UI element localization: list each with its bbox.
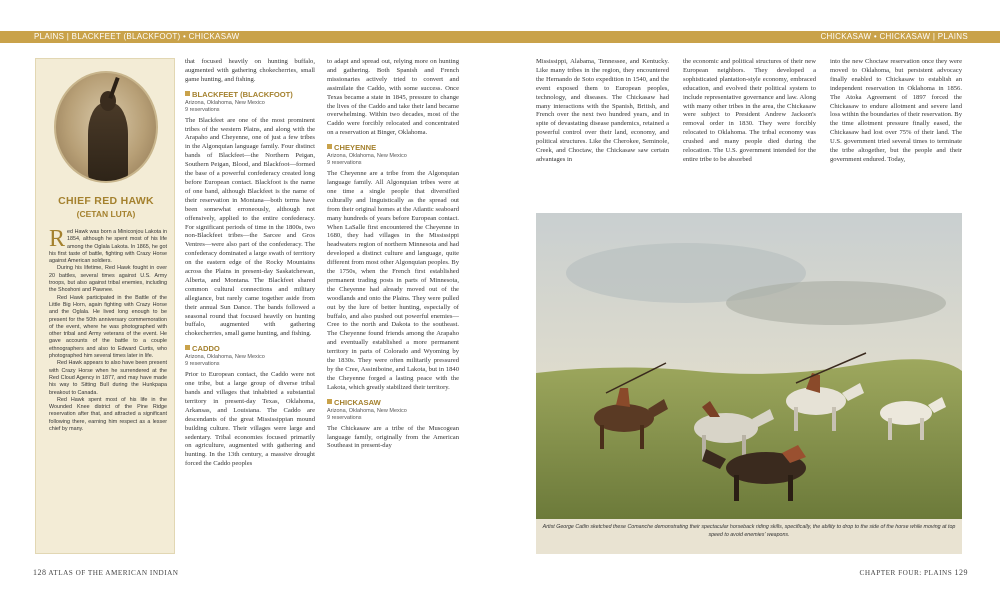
column-text: that focused heavily on hunting buffalo, augmented with gathering chokecherries, small game hunting, and fishing. bbox=[185, 58, 315, 83]
entry-meta-cheyenne: Arizona, Oklahoma, New Mexico 9 reservations bbox=[327, 153, 407, 167]
sidebar-title: CHIEF RED HAWK bbox=[58, 195, 154, 207]
entry-meta-blackfeet: Arizona, Oklahoma, New Mexico 9 reservations bbox=[185, 99, 265, 113]
column-text: Prior to European contact, the Caddo were not one tribe, but a large group of diverse tribal bands and villages that inhabited a substantial territory in present-day Texas, Oklahoma, Arkansas, and Louisiana. The Caddo are descendants of the great Mississippian mound building culture. Their villages were large and sedentary. Tribal economies focused primarily on agriculture, augmented with gathering and hunting. In the 13th century, a massive drought forced the Caddo peoples bbox=[185, 371, 315, 468]
painting-illustration bbox=[536, 213, 962, 519]
column-text: The Cheyenne are a tribe from the Algonquian language family. All Algonquian tribes were at one time a single people that diversified culturally and linguistically as the spread out from their original homes at the Atlantic seaboard many hundreds of years before European contact. When LaSalle first encountered the Cheyenne in 1680, they had villages in the Mississippi headwaters region of northern Minnesota and had developed a distinct culture and language, quite different from most other Algonquian peoples. By the 1750s, when the French first established permanent trading posts in parts of Minnesota, the Cheyenne had already moved out of the woodlands and onto the Plains. They were pulled out by the lure of better hunting, especially of buffalo, and also pushed out powerful enemies—Cree to the north and Dakota to the southeast. The Cheyenne found friends among the Arapaho and eventually established a more permanent territory in parts of Colorado and Wyoming by the 1830s. They were often militarily pressured by the Cree, Assiniboine, and Lakota, but in 1840 the Cheyenne forged a lasting peace with the Lakota, which greatly stabilized their territory. bbox=[327, 170, 459, 391]
column-text: into the new Choctaw reservation once they were moved to Oklahoma, but persistent advocacy finally enabled to Chickasaw to establish an independent reservation in Oklahoma in 1856. The Atoka Agreement of 1897 forced the Chickasaw to endure allotment and severe land loss within the boundaries of their reservation. By the time allotment pressure finally eased, the Chickasaw had lost over 75% of their land. The U.S. government tried several times to terminate the tribe altogether, but the people and their government endured. Today, bbox=[830, 58, 962, 163]
catlin-painting bbox=[536, 213, 962, 554]
column-text: Mississippi, Alabama, Tennessee, and Kentucky. Like many tribes in the region, they encountered the Hernando de Soto expedition in 1540, and the event exposed them to European peoples, technology, and diseases. The Chickasaw had many interactions with the Spanish, British, and French over the next two hundred years, and in spite of devastating disease pandemics, retained a powerful control over their land, economy, and political structures. Like the Cherokee, Seminole, Creek, and Choctaw, the Chickasaw saw certain advantages in bbox=[536, 58, 669, 163]
text-column-3 bbox=[536, 58, 669, 165]
sidebar-paragraph: Red Hawk spent most of his life in the Wounded Knee district of the Pine Ridge reservation after that, and attracted a significant following there, earning him respect as a lesser chief by many. bbox=[49, 396, 167, 433]
column-text: The Blackfeet are one of the most prominent tribes of the western Plains, and along with the Arapaho and Cheyenne, one of just a few tribes in the Algonquian language family. Four distinct bands of Blackfeet—the Northern Peigan, Southern Peigan, Blood, and Blackfoot—formed the base of a powerful confederacy created long before European contact. Blackfoot is the name of one band, although Blackfeet is the name of their reservation in Montana—both terms have been somewhat erroneously, although not offensively, applied to the entire confederacy. For significant periods of time in the 1800s, two non-Blackfeet tribes—the Sarcee and Gros Ventres—were also part of the confederacy. The confederacy dominated a large swath of territory on the eastern edge of the Rocky Mountains across the Plains in present-day Saskatchewan, Alberta, and Montana. The Blackfeet shared common cultural connections and military allegiance, but rarely came together aside from their annual Sun Dance. The bands followed a seasonal round that focused heavily on hunting buffalo, augmented with gathering chokecherries, small game hunting, and fishing. bbox=[185, 116, 315, 338]
sidebar-paragraph: Red Hawk appears to also have been present with Crazy Horse when he surrendered at the Red Cloud Agency in 1877, and may have made his way to Sitting Bull during the Hunkpapa breakout to Canada. bbox=[49, 360, 167, 396]
sidebar-body bbox=[49, 226, 167, 433]
sidebar-paragraph: During his lifetime, Red Hawk fought in over 20 battles, several times against U.S. Army troops, but also against tribal enemies, including the Shoshoni and Pawnee. bbox=[49, 265, 167, 294]
page-number-right: 129 bbox=[954, 568, 968, 577]
text-column-1 bbox=[185, 58, 315, 469]
entry-heading-blackfeet: BLACKFEET (BLACKFOOT) bbox=[185, 91, 315, 100]
text-column-2 bbox=[327, 58, 459, 451]
entry-heading-caddo: CADDO bbox=[185, 345, 315, 354]
entry-heading-chickasaw: CHICKASAW bbox=[327, 399, 459, 408]
painting-cloud bbox=[726, 281, 946, 325]
column-text: to adapt and spread out, relying more on hunting and gathering. Both Spanish and French missionaries actively tried to convert and assimilate the Caddo, with some success. Once Texas became a state in 1845, pressure to change the lives of the Caddo and take their land became overwhelming. Within two decades, most of the Caddo were forcibly relocated and concentrated on a reservation at Binger, Oklahoma. bbox=[327, 58, 459, 137]
text-column-5 bbox=[830, 58, 962, 165]
column-text: the economic and political structures of their new European neighbors. They developed a sophisticated plantation-style economy, embraced education, and evolved their political system to include representative governance and law. Along with many other tribes in the area, the Chickasaw were subject to President Andrew Jackson's removal order in 1830. They were forcibly relocated to Oklahoma. The tribal economy was crushed and many people died during the relocation. The U.S. government intended for the entire tribe to be absorbed bbox=[683, 58, 816, 163]
sidebar-paragraph: ed Hawk was born a Miniconjou Lakota in 1854, although he spent most of his life among the Oglala Lakota. In 1865, he got his first taste of battle, fighting with Crazy Horse against American soldiers. bbox=[49, 229, 167, 265]
left-running-header: PLAINS | BLACKFEET (BLACKFOOT) • CHICKASAW bbox=[0, 31, 500, 43]
sidebar-paragraph: Red Hawk participated in the Battle of the Little Big Horn, again fighting with Crazy Horse and the Oglala. He lived long enough to be present for the 50th anniversary commemoration of the event, where he was photographed with other tribal and Army veterans of the event. He gave accounts of the battle to a couple ethnographers and also to Edward Curtis, who photographed him several times later in life. bbox=[49, 294, 167, 360]
drop-cap: R bbox=[49, 226, 66, 252]
sidebar-subtitle: (CETAN LUTA) bbox=[76, 209, 136, 219]
book-title: ATLAS OF THE AMERICAN INDIAN bbox=[48, 569, 179, 577]
left-footer bbox=[33, 568, 178, 577]
right-running-header: CHICKASAW • CHICKASAW | PLAINS bbox=[500, 31, 1000, 43]
text-column-4 bbox=[683, 58, 816, 165]
sidebar-box bbox=[35, 58, 175, 554]
page-number-left: 128 bbox=[33, 568, 47, 577]
portrait-figure bbox=[88, 103, 128, 181]
chapter-title: CHAPTER FOUR: PLAINS bbox=[859, 569, 953, 577]
entry-meta-caddo: Arizona, Oklahoma, New Mexico 9 reservations bbox=[185, 354, 265, 368]
entry-heading-cheyenne: CHEYENNE bbox=[327, 144, 459, 153]
painting-caption: Artist George Catlin sketched these Comanche demonstrating their spectacular horseback riding skills, specifically, the ability to drop to the side of the horse while moving at top speed to avoid enemies' weapons. bbox=[542, 524, 956, 538]
painting-ground bbox=[536, 359, 962, 519]
entry-meta-chickasaw: Arizona, Oklahoma, New Mexico 9 reservations bbox=[327, 407, 407, 421]
chief-red-hawk-portrait bbox=[54, 71, 158, 183]
right-footer bbox=[860, 568, 968, 577]
column-text: The Chickasaw are a tribe of the Muscogean language family, originally from the American Southeast in present-day bbox=[327, 424, 459, 450]
